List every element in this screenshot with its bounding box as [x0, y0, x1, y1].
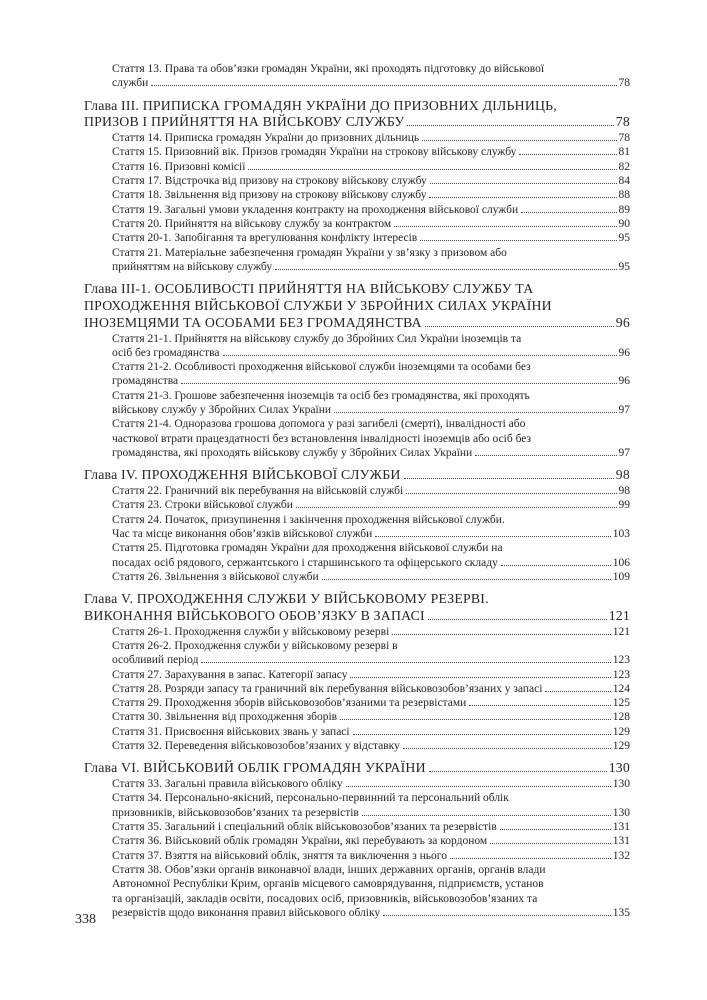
toc-entry-page-number: 82 [618, 160, 630, 173]
dot-leader [500, 828, 611, 830]
toc-entry-article [112, 389, 630, 418]
toc-entry-title: Стаття 37. Взяття на військовий облік, зняття та виключення з нього [112, 849, 447, 862]
toc-entry-article [112, 417, 630, 460]
toc-entry-article [112, 863, 630, 920]
dot-leader [545, 690, 610, 692]
toc-entry-title: Стаття 17. Відстрочка від призову на строкову військову службу [112, 175, 427, 188]
toc-entry-lastline [112, 527, 630, 541]
toc-entry-lastline [112, 76, 630, 90]
toc-entry-article [112, 62, 630, 91]
toc-entry-page-number: 99 [618, 499, 630, 512]
toc-entry-page-number: 97 [618, 404, 630, 417]
toc-entry-title: Стаття 18. Звільнення від призову на строкову військову службу [112, 189, 427, 202]
toc-entry-lastline [112, 145, 630, 159]
toc-entry-lastline [112, 446, 630, 460]
toc-entry-article [112, 710, 630, 724]
toc-entry-title: Стаття 23. Строки військової служби [112, 499, 293, 512]
toc-entry-title: особливий період [112, 654, 199, 667]
toc-entry-title: призовників, військовозобов’язаних та резервістів [112, 806, 359, 819]
toc-entry-title: посадах осіб рядового, сержантського і старшинського та офіцерського складу [112, 556, 498, 569]
toc-entry-title: Стаття 28. Розряди запасу та граничний вік перебування військовозобов’язаних у запасі [112, 682, 543, 695]
toc-entry-title: Стаття 20. Прийняття на військову службу за контрактом [112, 217, 392, 230]
toc-entry-lastline [112, 556, 630, 570]
toc-entry-page-number: 135 [612, 906, 630, 919]
toc-entry-article [112, 145, 630, 159]
toc-entry-page-number: 129 [612, 740, 630, 753]
toc-entry-lastline [112, 231, 630, 245]
toc-entry-article [112, 682, 630, 696]
toc-entry-lastline [112, 625, 630, 639]
dot-leader [275, 268, 616, 270]
toc-entry-page-number: 106 [612, 556, 630, 569]
toc-entry-page-number: 129 [612, 725, 630, 738]
toc-entry-title: Стаття 30. Звільнення від проходження зборів [112, 711, 338, 724]
toc-entry-lastline [112, 160, 630, 174]
toc-entry-article [112, 131, 630, 145]
toc-entry-lastline [84, 315, 630, 332]
dot-leader [296, 506, 617, 508]
toc-entry-page-number: 103 [612, 527, 630, 540]
toc-entry-article [112, 513, 630, 542]
toc-entry-article [112, 231, 630, 245]
toc-entry-page-number: 98 [615, 467, 630, 483]
toc-entry-page-number: 132 [612, 849, 630, 862]
toc-entry-lastline [112, 820, 630, 834]
toc-entry-page-number: 98 [618, 485, 630, 498]
toc-entry-title: Стаття 29. Проходження зборів військовозобов’язаними та резервістами [112, 697, 467, 710]
dot-leader [346, 785, 611, 787]
toc-entry-lastline [112, 806, 630, 820]
toc-entry-line: Автономної Республіки Крим, органів місцевого самоврядування, підприємств, установ [112, 878, 544, 891]
toc-entry-title: Стаття 22. Граничний вік перебування на військовій службі [112, 485, 404, 498]
toc-entry-lastline [112, 131, 630, 145]
toc-entry-chapter [84, 591, 630, 625]
dot-leader [429, 770, 607, 772]
dot-leader [406, 492, 616, 494]
toc-entry-title: Стаття 14. Приписка громадян України до призовних дільниць [112, 132, 420, 145]
toc-entry-page-number: 131 [612, 821, 630, 834]
dot-leader [490, 842, 611, 844]
toc-entry-title: Стаття 35. Загальний і спеціальний облік військовозобов’язаних та резервістів [112, 821, 497, 834]
toc-entry-page-number: 96 [618, 346, 630, 359]
dot-leader [353, 733, 611, 735]
toc-entry-page-number: 130 [612, 778, 630, 791]
toc-entry-lastline [112, 498, 630, 512]
toc-entry-title: ВИКОНАННЯ ВІЙСЬКОВОГО ОБОВ’ЯЗКУ В ЗАПАСІ [84, 607, 425, 623]
toc-entry-line: Глава V. ПРОХОДЖЕННЯ СЛУЖБИ У ВІЙСЬКОВОМУ РЕЗЕРВІ. [84, 591, 489, 607]
toc-entry-title: Стаття 36. Військовий облік громадян України, які перебувають за кордоном [112, 835, 488, 848]
toc-entry-article [112, 570, 630, 584]
dot-leader [392, 633, 610, 635]
toc-entry-title: Стаття 16. Призовні комісії [112, 160, 246, 173]
toc-entry-lastline [84, 114, 630, 131]
toc-entry-page-number: 125 [612, 697, 630, 710]
toc-entry-page-number: 131 [612, 835, 630, 848]
dot-leader [181, 382, 616, 384]
dot-leader [407, 124, 613, 126]
toc-entry-lastline [112, 849, 630, 863]
toc-entry-page-number: 121 [612, 625, 630, 638]
toc-entry-lastline [112, 188, 630, 202]
dot-leader [334, 411, 616, 413]
toc-entry-page-number: 123 [612, 654, 630, 667]
toc-entry-title: Стаття 26. Звільнення з військової служби [112, 570, 319, 583]
toc-entry-title: Стаття 19. Загальні умови укладення контракту на проходження військової служби [112, 203, 519, 216]
toc-entry-line: та організацій, закладів освіти, посадових осіб, призовників, військовозобов’язаних та [112, 892, 538, 905]
table-of-contents [84, 62, 630, 920]
dot-leader [403, 747, 611, 749]
toc-entry-article [112, 625, 630, 639]
toc-entry-page-number: 95 [618, 260, 630, 273]
toc-entry-article [112, 849, 630, 863]
toc-entry-lastline [112, 710, 630, 724]
dot-leader [429, 196, 616, 198]
toc-entry-line: Стаття 21-2. Особливості проходження військової служби іноземцями та особами без [112, 361, 531, 374]
toc-entry-chapter [84, 760, 630, 777]
toc-entry-article [112, 484, 630, 498]
toc-entry-page-number: 128 [612, 711, 630, 724]
dot-leader [469, 704, 610, 706]
dot-leader [362, 814, 611, 816]
toc-entry-lastline [112, 374, 630, 388]
toc-entry-lastline [112, 346, 630, 360]
toc-entry-line: Стаття 25. Підготовка громадян України для проходження військової служби на [112, 542, 503, 555]
dot-leader [223, 354, 617, 356]
toc-entry-page-number: 121 [608, 607, 630, 623]
dot-leader [201, 661, 610, 663]
toc-entry-page-number: 124 [612, 682, 630, 695]
toc-entry-lastline [84, 760, 630, 777]
dot-leader [501, 564, 611, 566]
toc-entry-article [112, 360, 630, 389]
toc-entry-lastline [112, 653, 630, 667]
page-number: 338 [75, 912, 96, 927]
toc-entry-lastline [112, 484, 630, 498]
dot-leader [475, 454, 616, 456]
dot-leader [383, 914, 611, 916]
toc-entry-lastline [112, 777, 630, 791]
toc-entry-article [112, 791, 630, 820]
dot-leader [340, 718, 611, 720]
dot-leader [428, 618, 607, 620]
toc-entry-title: ІНОЗЕМЦЯМИ ТА ОСОБАМИ БЕЗ ГРОМАДЯНСТВА [84, 314, 422, 330]
dot-leader [521, 211, 616, 213]
toc-entry-article [112, 639, 630, 668]
toc-entry-line: часткової втрати працездатності без встановлення інвалідності іноземців або осіб без [112, 432, 532, 445]
toc-entry-lastline [112, 668, 630, 682]
toc-entry-line: Стаття 21-4. Одноразова грошова допомога у разі загибелі (смерті), інвалідності або [112, 418, 526, 431]
toc-entry-title: військову службу у Збройних Силах України [112, 404, 332, 417]
toc-entry-page-number: 78 [615, 114, 630, 130]
toc-entry-page-number: 84 [618, 175, 630, 188]
toc-entry-page-number: 96 [615, 314, 630, 330]
dot-leader [519, 153, 616, 155]
toc-entry-article [112, 777, 630, 791]
dot-leader [375, 535, 610, 537]
toc-entry-line: Стаття 21. Матеріальне забезпечення громадян України у зв’язку з призовом або [112, 246, 507, 259]
toc-entry-lastline [112, 682, 630, 696]
dot-leader [450, 857, 611, 859]
toc-entry-title: Стаття 31. Присвоєння військових звань у запасі [112, 725, 350, 738]
toc-entry-page-number: 130 [612, 806, 630, 819]
toc-entry-article [112, 188, 630, 202]
toc-entry-line: Стаття 34. Персонально-якісний, персонально-первинний та персональний облік [112, 792, 509, 805]
toc-entry-line: ПРОХОДЖЕННЯ ВІЙСЬКОВОЇ СЛУЖБИ У ЗБРОЙНИХ СИЛАХ УКРАЇНИ [84, 297, 552, 313]
toc-entry-line: Стаття 24. Початок, призупинення і закінчення проходження військової служби. [112, 513, 505, 526]
toc-entry-page-number: 89 [618, 203, 630, 216]
toc-entry-title: ПРИЗОВ І ПРИЙНЯТТЯ НА ВІЙСЬКОВУ СЛУЖБУ [84, 114, 405, 130]
toc-entry-page-number: 78 [618, 77, 630, 90]
toc-entry-title: служби [112, 77, 149, 90]
toc-entry-article [112, 498, 630, 512]
toc-entry-page-number: 97 [618, 446, 630, 459]
toc-entry-article [112, 668, 630, 682]
toc-entry-lastline [112, 403, 630, 417]
dot-leader [248, 168, 616, 170]
toc-entry-page-number: 130 [608, 760, 630, 776]
toc-entry-title: Стаття 20-1. Запобігання та врегулювання конфлікту інтересів [112, 232, 418, 245]
dot-leader [404, 477, 614, 479]
toc-entry-page-number: 95 [618, 232, 630, 245]
toc-entry-article [112, 160, 630, 174]
toc-entry-title: громадянства, які проходять військову службу у Збройних Силах України [112, 446, 473, 459]
toc-entry-article [112, 725, 630, 739]
toc-entry-title: Стаття 33. Загальні правила військового обліку [112, 778, 343, 791]
toc-entry-lastline [112, 696, 630, 710]
toc-entry-page-number: 78 [618, 132, 630, 145]
toc-entry-page-number: 90 [618, 217, 630, 230]
toc-entry-line: Стаття 38. Обов’язки органів виконавчої влади, інших державних органів, органів влади [112, 863, 546, 876]
toc-entry-title: осіб без громадянства [112, 346, 220, 359]
toc-entry-line: Стаття 21-3. Грошове забезпечення іноземців та осіб без громадянства, які проходять [112, 389, 530, 402]
toc-entry-title: громадянства [112, 375, 179, 388]
dot-leader [420, 239, 616, 241]
toc-entry-line: Стаття 13. Права та обов’язки громадян України, які проходять підготовку до військової [112, 63, 545, 75]
toc-entry-article [112, 541, 630, 570]
toc-entry-article [112, 246, 630, 275]
dot-leader [322, 578, 611, 580]
toc-entry-article [112, 203, 630, 217]
toc-entry-lastline [112, 570, 630, 584]
toc-entry-lastline [112, 906, 630, 920]
toc-entry-title: Час та місце виконання обов’язків військової служби [112, 527, 373, 540]
toc-entry-lastline [112, 217, 630, 231]
toc-entry-lastline [84, 608, 630, 625]
dot-leader [430, 182, 617, 184]
toc-entry-title: прийняттям на військову службу [112, 260, 273, 273]
toc-entry-lastline [84, 467, 630, 484]
toc-entry-chapter [84, 98, 630, 132]
dot-leader [422, 139, 616, 141]
toc-entry-page-number: 81 [618, 146, 630, 159]
toc-entry-page-number: 123 [612, 668, 630, 681]
toc-entry-line: Глава III-1. ОСОБЛИВОСТІ ПРИЙНЯТТЯ НА ВІЙСЬКОВУ СЛУЖБУ ТА [84, 281, 534, 297]
toc-entry-article [112, 834, 630, 848]
toc-entry-title: Стаття 32. Переведення військовозобов’язаних у відставку [112, 740, 400, 753]
dot-leader [151, 84, 616, 86]
toc-entry-title: Стаття 27. Зарахування в запас. Категорії запасу [112, 668, 348, 681]
toc-entry-article [112, 739, 630, 753]
toc-entry-title: резервістів щодо виконання правил військового обліку [112, 906, 381, 919]
toc-entry-line: Стаття 21-1. Прийняття на військову службу до Збройних Сил України іноземців та [112, 332, 522, 345]
toc-entry-article [112, 217, 630, 231]
toc-entry-article [112, 332, 630, 361]
toc-entry-lastline [112, 174, 630, 188]
toc-entry-page-number: 96 [618, 375, 630, 388]
toc-entry-article [112, 820, 630, 834]
toc-entry-chapter [84, 281, 630, 331]
toc-entry-chapter [84, 467, 630, 484]
toc-entry-article [112, 174, 630, 188]
toc-entry-lastline [112, 834, 630, 848]
toc-entry-title: Глава IV. ПРОХОДЖЕННЯ ВІЙСЬКОВОЇ СЛУЖБИ [84, 467, 401, 483]
toc-entry-lastline [112, 739, 630, 753]
toc-entry-lastline [112, 725, 630, 739]
toc-entry-title: Стаття 15. Призовний вік. Призов громадян України на строкову військову службу [112, 146, 517, 159]
toc-entry-lastline [112, 260, 630, 274]
dot-leader [350, 676, 610, 678]
toc-entry-page-number: 109 [612, 570, 630, 583]
toc-entry-title: Стаття 26-1. Проходження служби у військовому резерві [112, 625, 390, 638]
toc-entry-article [112, 696, 630, 710]
dot-leader [394, 225, 616, 227]
toc-entry-line: Стаття 26-2. Проходження служби у військовому резерві в [112, 639, 398, 652]
toc-entry-line: Глава III. ПРИПИСКА ГРОМАДЯН УКРАЇНИ ДО ПРИЗОВНИХ ДІЛЬНИЦЬ, [84, 97, 557, 113]
toc-entry-page-number: 88 [618, 189, 630, 202]
toc-entry-title: Глава VI. ВІЙСЬКОВИЙ ОБЛІК ГРОМАДЯН УКРАЇНИ [84, 760, 426, 776]
dot-leader [425, 325, 614, 327]
toc-entry-lastline [112, 203, 630, 217]
